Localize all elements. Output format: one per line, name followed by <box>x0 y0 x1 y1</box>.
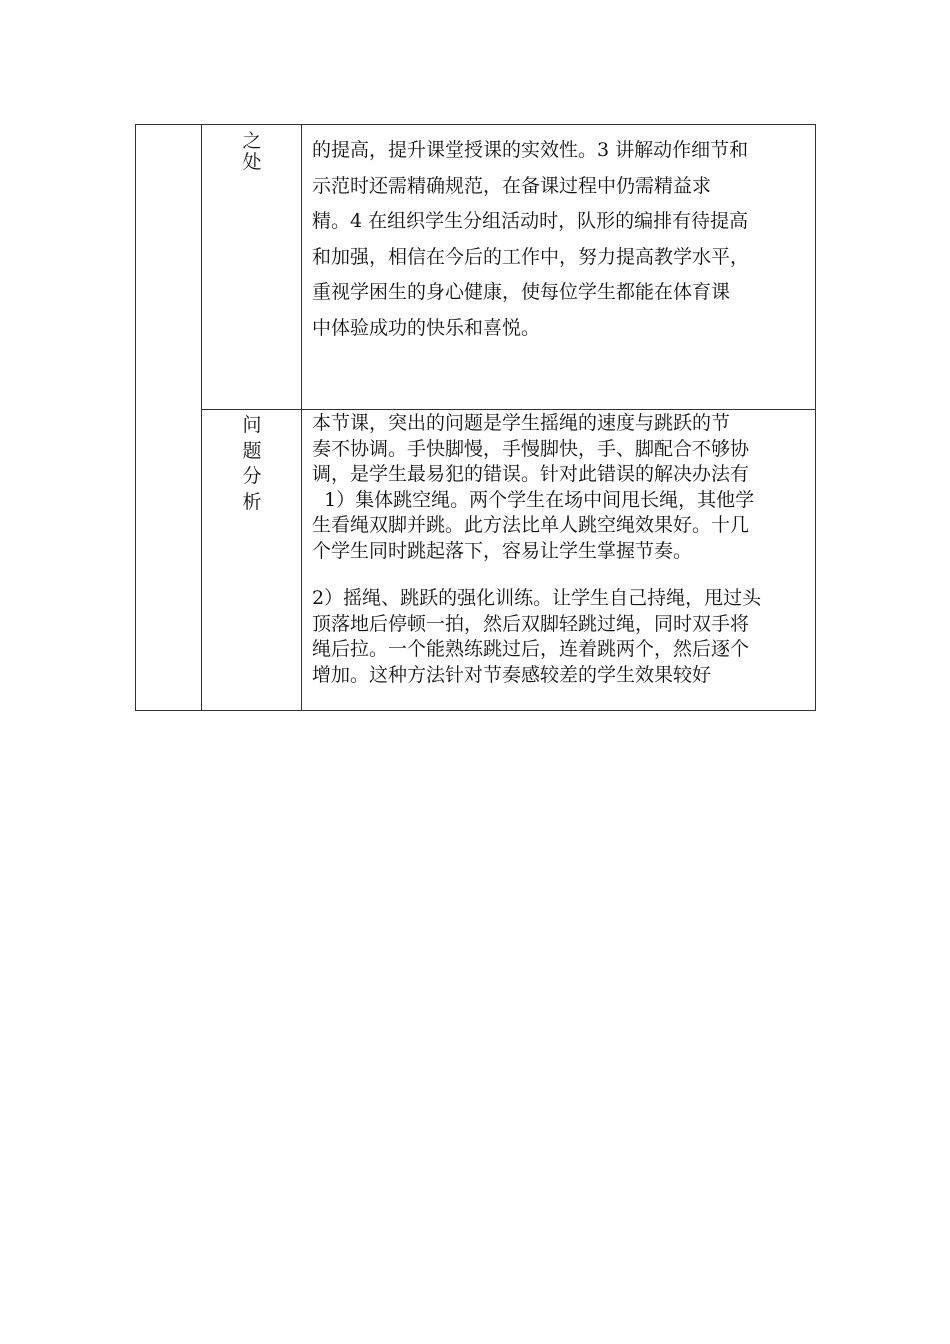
label-char: 问 <box>242 414 262 436</box>
text-line: 1）集体跳空绳。两个学生在场中间甩长绳，其他学 <box>312 488 755 511</box>
text-line: 增加。这种方法针对节奏感较差的学生效果较好 <box>312 663 712 686</box>
evaluation-table <box>135 124 816 711</box>
text-line: 调，是学生最易犯的错误。针对此错误的解决办法有 <box>312 463 750 485</box>
shortcomings-text <box>312 133 812 346</box>
row-divider <box>201 409 815 410</box>
row-label-problem-analysis <box>202 413 302 515</box>
row-label-shortcomings <box>202 131 302 173</box>
text-line: 示范时还需精确规范，在备课过程中仍需精益求 <box>312 174 712 197</box>
text-line: 生看绳双脚并跳。此方法比单人跳空绳效果好。十几 <box>312 514 750 536</box>
text-line: 和加强，相信在今后的工作中，努力提高教学水平， <box>312 245 750 268</box>
paragraph-gap <box>312 564 812 586</box>
text-line: 重视学困生的身心健康，使每位学生都能在体育课 <box>312 281 731 303</box>
label-char: 题 <box>242 439 262 462</box>
text-line: 奏不协调。手快脚慢，手慢脚快，手、脚配合不够协 <box>312 437 750 460</box>
label-char: 处 <box>242 151 262 173</box>
label-char: 析 <box>242 490 262 513</box>
text-line: 绳后拉。一个能熟练跳过后，连着跳两个，然后逐个 <box>312 638 750 660</box>
text-line: 2）摇绳、跳跃的强化训练。让学生自己持绳，甩过头 <box>312 587 762 609</box>
label-char: 分 <box>242 465 262 487</box>
text-line: 顶落地后停顿一拍，然后双脚轻跳过绳，同时双手将 <box>312 612 750 635</box>
text-line: 的提高，提升课堂授课的实效性。3 讲解动作细节和 <box>312 139 749 161</box>
text-line: 精。4 在组织学生分组活动时，队形的编排有待提高 <box>312 210 749 232</box>
label-char: 之 <box>242 130 262 152</box>
text-line: 中体验成功的快乐和喜悦。 <box>312 316 541 339</box>
text-line: 本节课，突出的问题是学生摇绳的速度与跳跃的节 <box>312 412 731 434</box>
problem-analysis-text <box>312 411 812 688</box>
text-line: 个学生同时跳起落下，容易让学生掌握节奏。 <box>312 539 693 562</box>
